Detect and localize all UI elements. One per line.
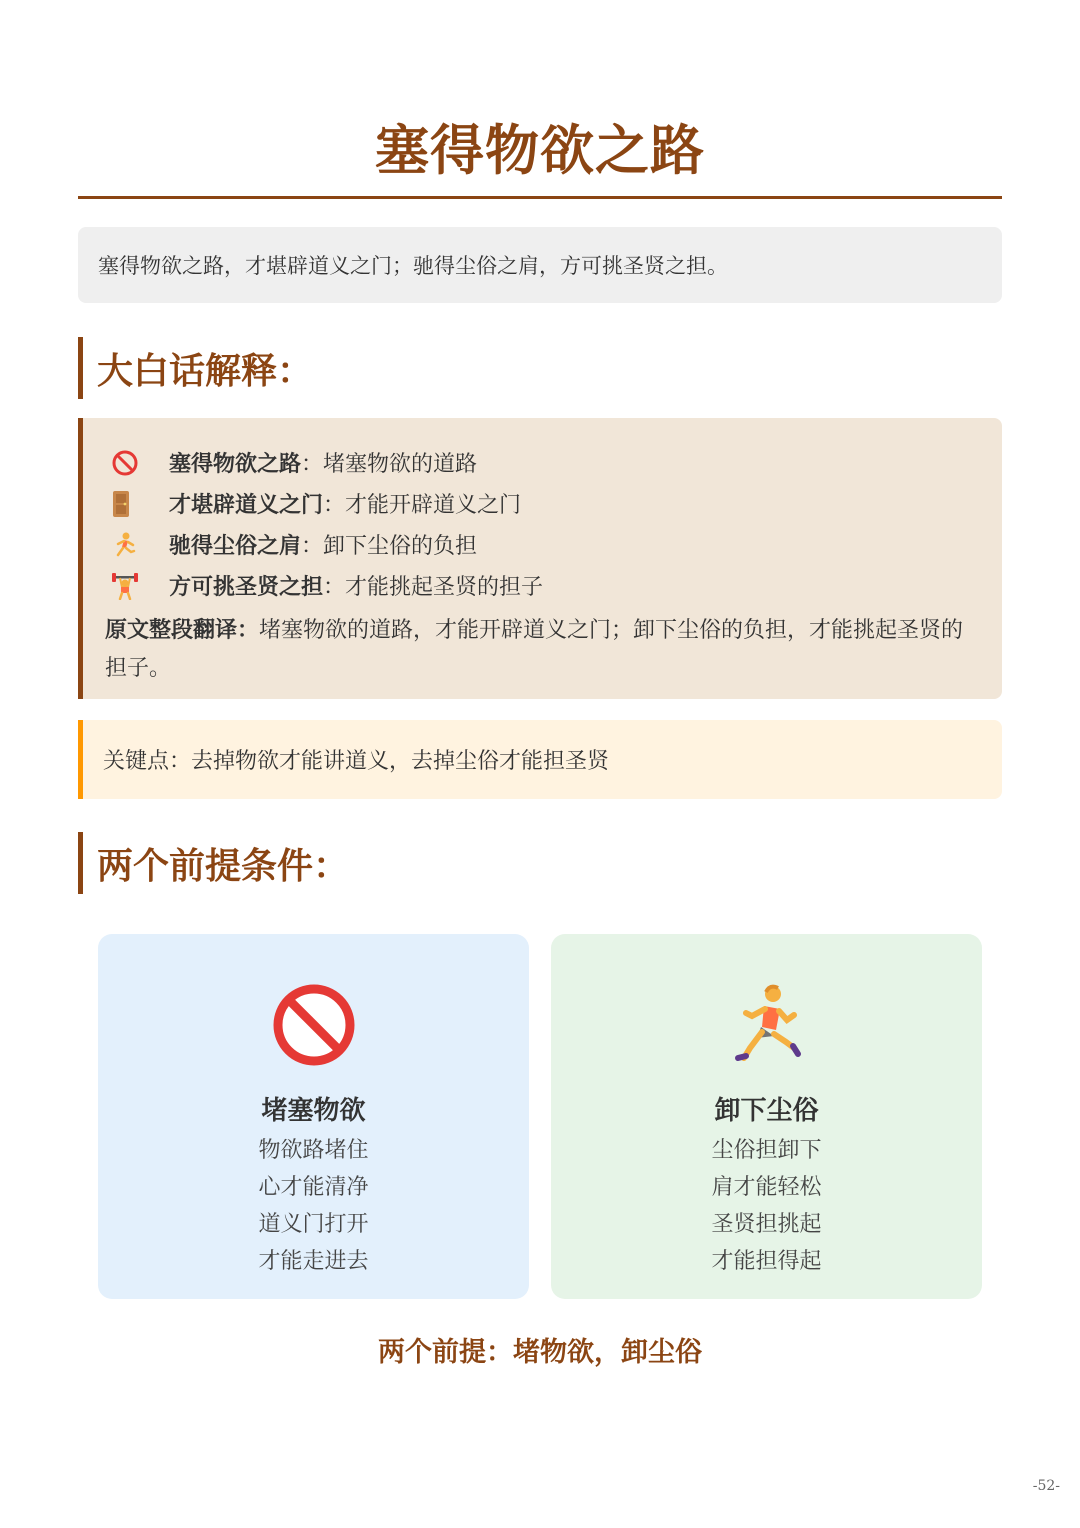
translation-text: 堵塞物欲的道路，才能开辟道义之门；卸下尘俗的负担，才能挑起圣贤的担子。 — [105, 618, 964, 681]
card-line: 才能担得起 — [711, 1249, 822, 1274]
explain-meaning: 才能挑起圣贤的担子 — [345, 575, 544, 600]
no-entry-icon — [105, 447, 153, 479]
translation-label: 原文整段翻译： — [105, 618, 260, 643]
condition-card-shed-worldly — [551, 934, 982, 1299]
explain-item — [105, 483, 980, 524]
key-point-box — [78, 720, 1002, 799]
explain-heading — [78, 337, 313, 399]
page-title: 塞得物欲之路 — [375, 119, 705, 182]
card-title: 堵塞物欲 — [261, 1096, 366, 1126]
explain-item — [105, 524, 980, 565]
explain-item — [105, 565, 980, 606]
conditions-heading — [78, 832, 349, 894]
card-title: 卸下尘俗 — [714, 1096, 819, 1126]
card-line: 圣贤担挑起 — [711, 1212, 822, 1237]
conditions-heading-text: 两个前提条件： — [97, 845, 350, 887]
explain-term: 驰得尘俗之肩 — [169, 534, 302, 559]
door-icon — [105, 488, 153, 520]
explain-separator: ： — [323, 575, 346, 600]
card-line: 才能走进去 — [258, 1249, 369, 1274]
card-line: 物欲路堵住 — [258, 1138, 369, 1163]
card-line: 肩才能轻松 — [711, 1175, 822, 1200]
full-translation — [105, 612, 980, 688]
explain-meaning: 堵塞物欲的道路 — [323, 452, 478, 477]
weightlifter-icon — [105, 570, 153, 602]
runner-icon — [551, 982, 982, 1068]
explain-heading-text: 大白话解释： — [97, 350, 314, 392]
card-line: 尘俗担卸下 — [711, 1138, 822, 1163]
quote-text: 塞得物欲之路，才堪辟道义之门；驰得尘俗之肩，方可挑圣贤之担。 — [98, 254, 728, 278]
no-entry-icon — [98, 982, 529, 1068]
card-lines — [551, 1132, 982, 1280]
explain-separator: ： — [323, 493, 346, 518]
title-divider — [78, 196, 1002, 199]
card-line: 心才能清净 — [258, 1175, 369, 1200]
explanation-box — [78, 418, 1002, 699]
original-quote — [78, 227, 1002, 303]
condition-card-block-desire — [98, 934, 529, 1299]
explain-separator: ： — [301, 452, 324, 477]
page-number: -52- — [1032, 1478, 1060, 1494]
card-lines — [98, 1132, 529, 1280]
explain-meaning: 才能开辟道义之门 — [345, 493, 522, 518]
runner-icon — [105, 529, 153, 561]
explain-term: 才堪辟道义之门 — [169, 493, 324, 518]
explain-item — [105, 442, 980, 483]
summary-text: 两个前提：堵物欲，卸尘俗 — [378, 1337, 702, 1368]
card-line: 道义门打开 — [258, 1212, 369, 1237]
explain-meaning: 卸下尘俗的负担 — [323, 534, 478, 559]
explain-separator: ： — [301, 534, 324, 559]
explain-term: 方可挑圣贤之担 — [169, 575, 324, 600]
explain-term: 塞得物欲之路 — [169, 452, 302, 477]
key-point-text: 关键点：去掉物欲才能讲道义，去掉尘俗才能担圣贤 — [103, 749, 610, 774]
